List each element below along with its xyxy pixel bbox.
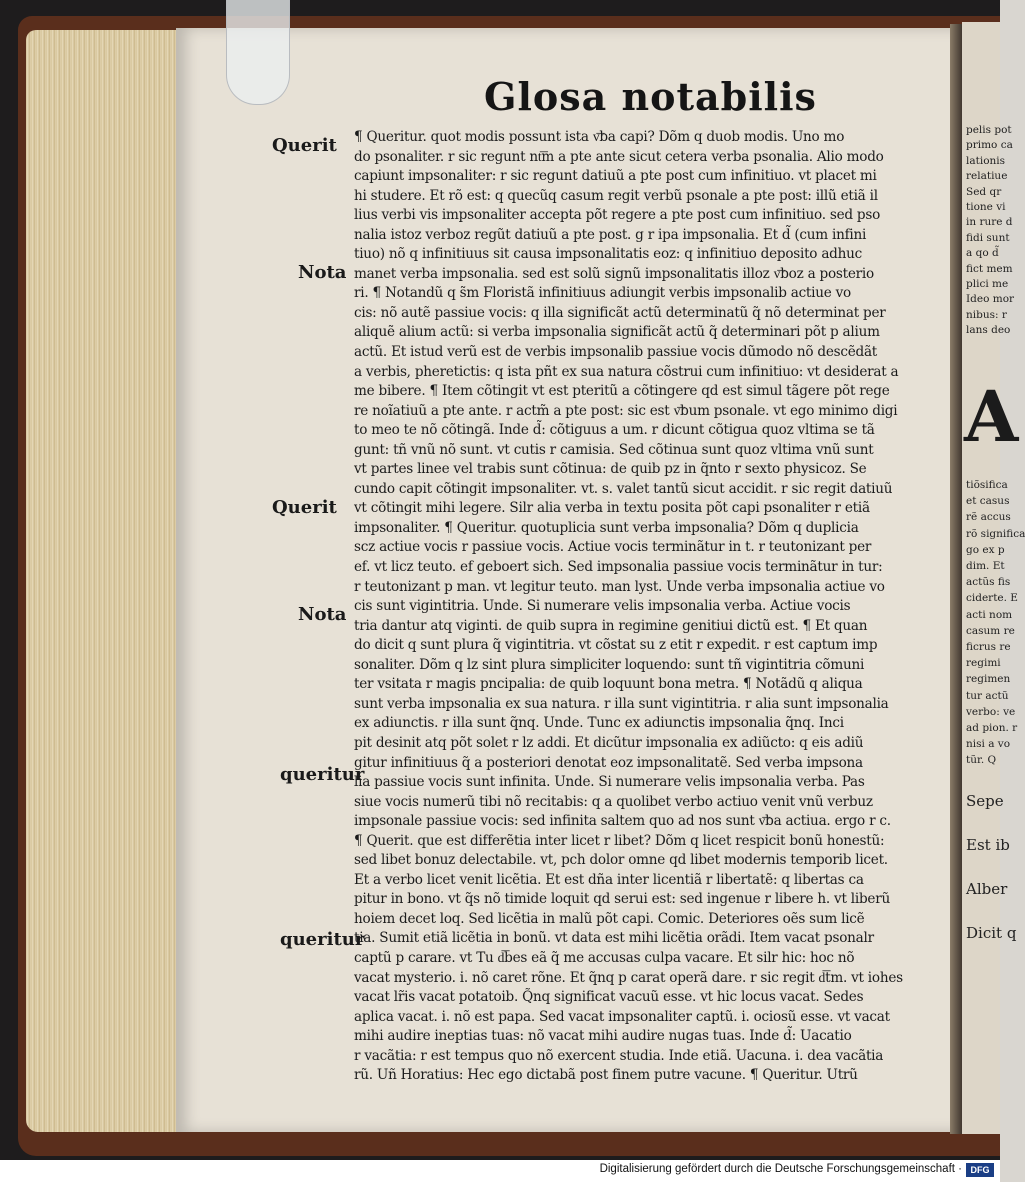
text-line: cundo capit cõtingit impsonaliter. vt. s. valet tantũ sicut accidit. r sic regit datiuũ <box>354 480 893 497</box>
bookmark-clip <box>226 0 290 105</box>
text-line: sed libet bonuz delectabile. vt, pch dolor omne qd libet modernis temporib licet. <box>354 852 888 869</box>
text-line: gitur infinitiuus q̃ a posteriori denotat eoz impsonalitatẽ. Sed verba impsona <box>354 754 863 771</box>
next-page-line: ficrus re <box>966 641 1011 653</box>
text-line: re noĩatiuũ a pte ante. r actm̃ a pte post: sic est v͞bum psonale. vt ego minimo digi <box>354 402 898 419</box>
text-line: vt cõtingit mihi legere. Silr alia verba in textu posita põt capi psonaliter r etiã <box>354 500 870 517</box>
margin-note: queritur <box>280 929 365 950</box>
margin-note: Querit <box>272 497 337 518</box>
text-line: pitur in bono. vt q̃s nõ timide loquit qd serui est: sed ingenue r libere h. vt liberũ <box>354 891 890 908</box>
next-page-line: tur actũ <box>966 689 1009 702</box>
next-page-line: dim. Et <box>966 560 1005 572</box>
next-page-line: regimen <box>966 673 1011 686</box>
text-line: a verbis, pheretictis: q ista pñt ex sua natura cõstrui cum infinitiuo: vt desiderat a <box>354 363 899 380</box>
footer-bar <box>0 1160 1000 1182</box>
text-line: mihi audire ineptias tuas: nõ vacat mihi audire nugas tuas. Inde d̃: Uacatio <box>354 1028 852 1045</box>
next-page-line: Sepe <box>966 792 1004 810</box>
text-line: impsonale passiue vocis: sed infinita saltem quo ad nos sunt v͞ba actiua. ergo r c. <box>354 813 891 830</box>
text-line: cis sunt vigintitria. Unde. Si numerare velis impsonalia verba. Actiue vocis <box>354 598 851 615</box>
next-page-line: Ideo mor <box>966 293 1015 306</box>
next-page-line: et casus <box>966 495 1010 508</box>
next-page-line: casum re <box>966 624 1015 637</box>
next-page-line: regimi <box>966 657 1001 670</box>
text-line: captũ p carare. vt Tu d͞bes eã q̃ me accusas culpa vacare. Et silr hic: hoc nõ <box>354 949 855 966</box>
text-line: scz actiue vocis r passiue vocis. Actiue vocis terminãtur in t. r teutonizant per <box>354 539 872 556</box>
next-page-line: fidi sunt <box>966 231 1010 244</box>
text-line: ter vsitata r magis pncipalia: de quib loquunt bona metra. ¶ Notãdũ q aliqua <box>354 676 863 693</box>
text-line: ¶ Queritur. quot modis possunt ista v͞ba capi? Dõm q duob modis. Uno mo <box>354 129 845 145</box>
next-page-line: plici me <box>966 278 1009 290</box>
decorated-initial: A <box>964 375 1019 458</box>
margin-note: queritur <box>280 764 365 785</box>
next-page-line: fict mem <box>966 262 1013 275</box>
right-page-edge <box>962 22 1025 1134</box>
next-page-line: ciderte. E <box>966 592 1018 605</box>
text-line: lius verbi vis impsonaliter accepta põt regere a pte post cum infinitiuo. sed pso <box>354 207 881 224</box>
text-line: ex adiunctis. r illa sunt q̃nq. Unde. Tunc ex adiunctis impsonalia q̃nq. Inci <box>354 715 844 732</box>
text-line: vacat mysterio. i. nõ caret rõne. Et q̃nq p carat operã dare. r sic regit d͞tm. vt iohes <box>354 969 903 986</box>
next-page-line: lans deo <box>966 324 1011 337</box>
text-line: aplica vacat. i. nõ est papa. Sed vacat impsonaliter captũ. i. ociosũ esse. vt vacat <box>354 1008 890 1025</box>
text-line: to meo te nõ cõtingã. Inde d̃: cõtiguus a um. r dicunt cõtigua quoz vltima se tã <box>354 422 875 439</box>
text-line: me bibere. ¶ Item cõtingit vt est pteritũ a cõtingere qd est simul tãgere põt rege <box>354 383 890 400</box>
next-page-line: nibus: r <box>966 308 1007 321</box>
next-page-line: lationis <box>966 154 1006 167</box>
text-line: lia passiue vocis sunt infinita. Unde. Si numerare velis impsonalia verba. Pas <box>354 774 865 791</box>
next-page-line: Est ib <box>966 836 1010 854</box>
next-page-line: go ex p <box>966 543 1005 556</box>
text-line: siue vocis numerũ tibi nõ recitabis: q a quolibet verbo actiuo venit vnũ verbuz <box>354 793 873 810</box>
next-page-line: acti nom <box>966 608 1013 621</box>
text-line: capiunt impsonaliter: r sic regunt datiuũ a pte post cum infinitiuo. vt placet mi <box>354 168 877 185</box>
margin-note: Nota <box>298 262 347 283</box>
text-line: vacat lr̃is vacat potatoib. Q̃nq significat vacuũ esse. vt hic locus vacat. Sedes <box>354 989 864 1006</box>
text-line: r vacãtia: r est tempus quo nõ exercent studia. Inde etiã. Uacuna. i. dea vacãtia <box>354 1047 884 1064</box>
margin-note: Nota <box>298 604 347 625</box>
text-line: ¶ Querit. que est differẽtia inter licet r libet? Dõm q licet respicit bonũ honestũ: <box>354 832 885 849</box>
text-line: tia. Sumit etiã licẽtia in bonũ. vt data est mihi licẽtia orãdi. Item vacat psonalr <box>354 930 874 947</box>
next-page-line: Sed qr <box>966 185 1002 198</box>
next-page-line: rõ significa <box>966 527 1025 540</box>
text-line: Et a verbo licet venit licẽtia. Et est dña inter licentiã r libertatẽ: q libertas ca <box>354 871 864 888</box>
body-text <box>354 128 903 1086</box>
text-line: sonaliter. Dõm q lz sint plura simpliciter loquendo: sunt tñ vigintitria cõmuni <box>354 656 865 673</box>
text-line: cis: nõ autẽ passiue vocis: q illa significãt actũ determinatũ q̃ nõ determinat per <box>354 304 886 321</box>
next-page-line: in rure d <box>966 216 1013 229</box>
next-page-line: tũr. Q <box>966 754 997 767</box>
footer-credit: Digitalisierung gefördert durch die Deutsche Forschungsgemeinschaft · <box>599 1163 962 1175</box>
text-line: r teutonizant p man. vt legitur teuto. man lyst. Unde verba impsonalia actiue vo <box>354 578 885 595</box>
text-line: do psonaliter. r sic regunt nt͞m a pte ante sicut cetera verba psonalia. Alio modo <box>354 148 884 165</box>
text-line: aliquẽ alium actũ: si verba impsonalia significãt actũ q̃ determinari põt p alium <box>354 324 880 341</box>
text-line: gunt: tñ vnũ nõ sunt. vt cutis r camisia. Sed cõtinua sunt quoz vltima vnũ sunt <box>354 441 874 458</box>
text-line: tria dantur atq viginti. de quib supra in regimine genitiui dictũ est. ¶ Et quan <box>354 617 868 634</box>
next-page-line: verbo: ve <box>966 705 1016 718</box>
text-line: tiuo) nõ q infinitiuus sit causa impsonalitatis eoz: q infinitiuo deposito adhuc <box>354 246 862 263</box>
next-page-line: ad pion. r <box>966 722 1018 734</box>
next-page-line: nisi a vo <box>966 738 1011 751</box>
next-page-line: actũs fis <box>966 576 1011 589</box>
text-line: hi studere. Et rõ est: q quecũq casum regit verbũ psonale a pte post: illũ etiã il <box>354 187 878 204</box>
text-line: manet verba impsonalia. sed est solũ signũ impsonalitatis illoz v͞boz a posterio <box>354 265 874 282</box>
next-page-line: a qo d̃ <box>966 247 999 260</box>
next-page-line: pelis pot <box>966 124 1012 136</box>
text-line: vt partes linee vel trabis sunt cõtinua: de quib pz in q̃nto r sexto physicoz. Se <box>354 461 867 478</box>
text-line: pit desinit atq põt solet r lz addi. Et dicũtur impsonalia ex adiũcto: q eis adiũ <box>354 734 864 751</box>
running-heading: Glosa notabilis <box>484 74 817 119</box>
next-page-line: primo ca <box>966 139 1013 152</box>
text-line: hoiem decet loq. Sed licẽtia in malũ põt capi. Comic. Deteriores oẽs sum licẽ <box>354 910 865 927</box>
next-page-line: tione vi <box>966 201 1006 213</box>
text-line: nalia istoz verboz regũt datiuũ a pte post. g r ipa impsonalia. Et d̃ (cum infini <box>354 226 867 243</box>
next-page-line: relatiue <box>966 170 1008 183</box>
text-line: rũ. Uñ Horatius: Hec ego dictabã post finem putre vacune. ¶ Queritur. Utrũ <box>354 1067 858 1084</box>
text-line: actũ. Et istud verũ est de verbis impsonalib passiue vocis dũmodo nõ descẽdãt <box>354 344 878 361</box>
text-line: ef. vt licz teuto. ef geboert sich. Sed impsonalia passiue vocis terminãtur in tur: <box>354 559 883 576</box>
margin-note: Querit <box>272 135 337 156</box>
text-line: impsonaliter. ¶ Queritur. quotuplicia sunt verba impsonalia? Dõm q duplicia <box>354 519 859 536</box>
next-page-line: tiõsifica <box>966 479 1008 491</box>
next-page-line: rẽ accus <box>966 511 1011 524</box>
next-page-line: Alber <box>966 880 1008 898</box>
dfg-logo: DFG <box>966 1163 994 1177</box>
text-line: do dicit q sunt plura q̃ vigintitria. vt cõstat su z etit r expedit. r est captum imp <box>354 637 878 654</box>
text-line: sunt verba impsonalia ex sua natura. r illa sunt vigintitria. r alia sunt impsonalia <box>354 695 889 712</box>
next-page-line: Dicit q <box>966 924 1017 942</box>
page-edges <box>26 30 181 1132</box>
text-line: ri. ¶ Notandũ q s̃m Floristã infinitiuus adiungit verbis impsonalib actiue vo <box>354 285 851 302</box>
